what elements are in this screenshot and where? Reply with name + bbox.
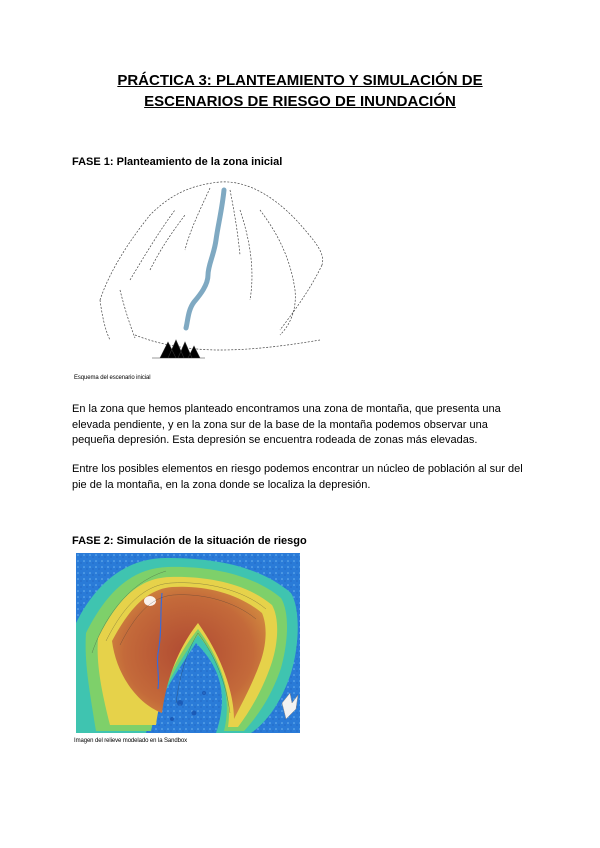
sandbox-relief-image	[76, 553, 300, 733]
sketch-caption: Esquema del escenario inicial	[74, 375, 151, 381]
initial-scenario-sketch	[90, 170, 340, 370]
page-title-line-2: ESCENARIOS DE RIESGO DE INUNDACIÓN	[144, 93, 456, 110]
relief-caption: Imagen del relieve modelado en la Sandbox	[74, 738, 187, 744]
page-title	[60, 70, 540, 112]
phase1-paragraph-1: En la zona que hemos planteado encontramos una zona de montaña, que presenta una elevada pendiente, y en la zona sur de la base de la montaña podemos observar una pequeña depresión. Esta depresión se encuentra rodeada de zonas más elevadas.	[72, 403, 501, 446]
phase1-heading: FASE 1: Planteamiento de la zona inicial	[72, 156, 283, 168]
page-title-line-1: PRÁCTICA 3: PLANTEAMIENTO Y SIMULACIÓN DE	[117, 72, 483, 89]
river-shape	[186, 190, 224, 328]
phase1-paragraph-2: Entre los posibles elementos en riesgo podemos encontrar un núcleo de población al sur del pie de la montaña, en la zona donde se localiza la depresión.	[72, 463, 523, 491]
phase2-heading: FASE 2: Simulación de la situación de riesgo	[72, 535, 307, 547]
